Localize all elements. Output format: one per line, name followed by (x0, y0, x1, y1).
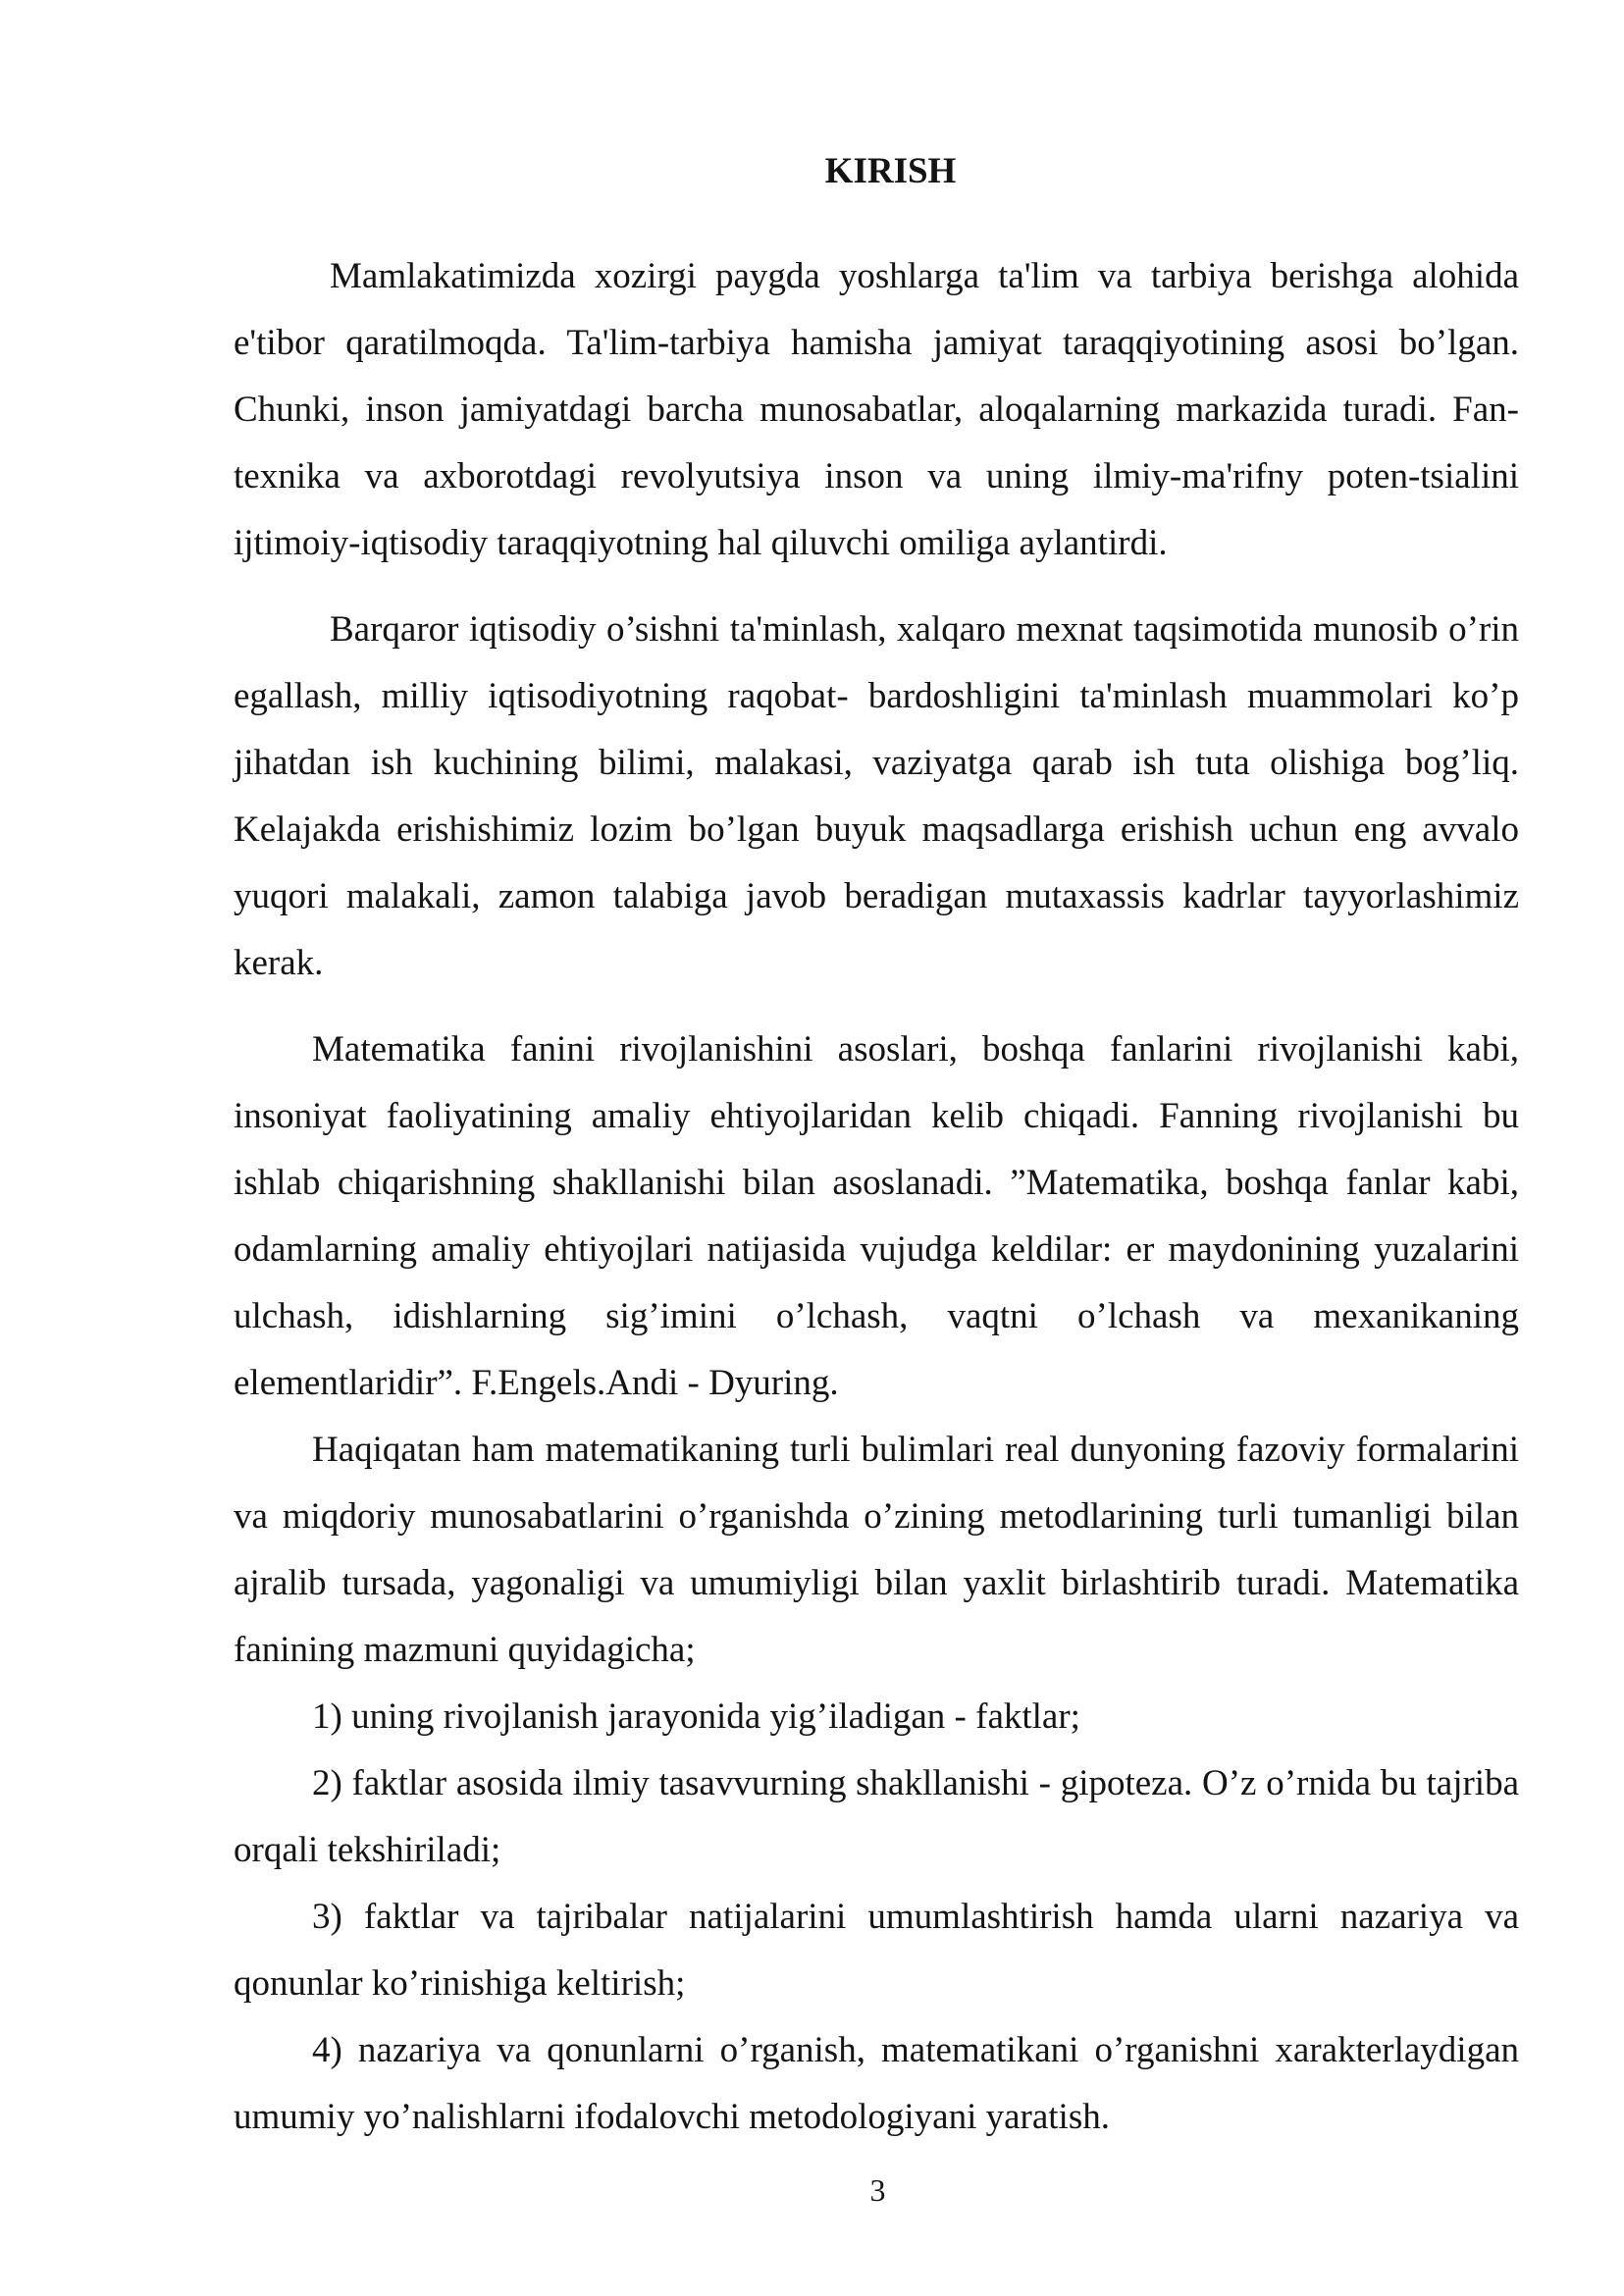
list-item-2: 2) faktlar asosida ilmiy tasavvurning shakllanishi - gipoteza. O’z o’rnida bu tajriba orqali tekshiriladi; (234, 1763, 1519, 1870)
page-number: 3 (869, 2172, 886, 2208)
paragraph-mathematics-origins: Matematika fanini rivojlanishini asoslari, boshqa fanlarini rivojlanishi kabi, insoniyat faoliyatining amaliy ehtiyojlaridan kelib chiqadi. Fanning rivojlanishi bu ishlab chiqarishning shakllanishi bilan asoslanadi. ”Matematika, boshqa fanlar kabi, odamlarning amaliy ehtiyojlari natijasida vujudga keldilar: er maydonining yuzalarini ulchash, idishlarning sig’imini o’lchash, vaqtni o’lchash va mexanikaning elementlaridir”. F.Engels.Andi - Dyuring. (234, 1029, 1519, 1403)
document-body (234, 243, 1519, 2151)
paragraph-intro: Mamlakatimizda xozirgi paygda yoshlarga ta'lim va tarbiya berishga alohida e'tibor qaratilmoqda. Ta'lim-tarbiya hamisha jamiyat taraqqiyotining asosi bo’lgan. Chunki, inson jamiyatdagi barcha munosabatlar, aloqalarning markazida turadi. Fan-texnika va axborotdagi revolyutsiya inson va uning ilmiy-ma'rifny poten-tsialini ijtimoiy-iqtisodiy taraqqiyotning hal qiluvchi omiliga aylantirdi. (234, 256, 1519, 563)
page-title: KIRISH (824, 151, 957, 191)
list-item-4: 4) nazariya va qonunlarni o’rganish, matematikani o’rganishni xarakterlaydigan umumiy yo’nalishlarni ifodalovchi metodologiyani yaratish. (234, 2030, 1519, 2137)
paragraph-economy: Barqaror iqtisodiy o’sishni ta'minlash, xalqaro mexnat taqsimotida munosib o’rin egallash, milliy iqtisodiyotning raqobat- bardoshligini ta'minlash muammolari ko’p jihatdan ish kuchining bilimi, malakasi, vaziyatga qarab ish tuta olishiga bog’liq. Kelajakda erishishimiz lozim bo’lgan buyuk maqsadlarga erishish uchun eng avvalo yuqori malakali, zamon talabiga javob beradigan mutaxassis kadrlar tayyorlashimiz kerak. (234, 609, 1519, 983)
list-item-1: 1) uning rivojlanish jarayonida yig’iladigan - faktlar; (312, 1696, 1080, 1737)
list-item-3: 3) faktlar va tajribalar natijalarini umumlashtirish hamda ularni nazariya va qonunlar ko’rinishiga keltirish; (234, 1897, 1519, 2004)
paragraph-mathematics-content: Haqiqatan ham matematikaning turli bulimlari real dunyoning fazoviy formalarini va miqdoriy munosabatlarini o’rganishda o’zining metodlarining turli tumanligi bilan ajralib tursada, yagonaligi va umumiyligi bilan yaxlit birlashtirib turadi. Matematika fanining mazmuni quyidagicha; (234, 1430, 1519, 1670)
